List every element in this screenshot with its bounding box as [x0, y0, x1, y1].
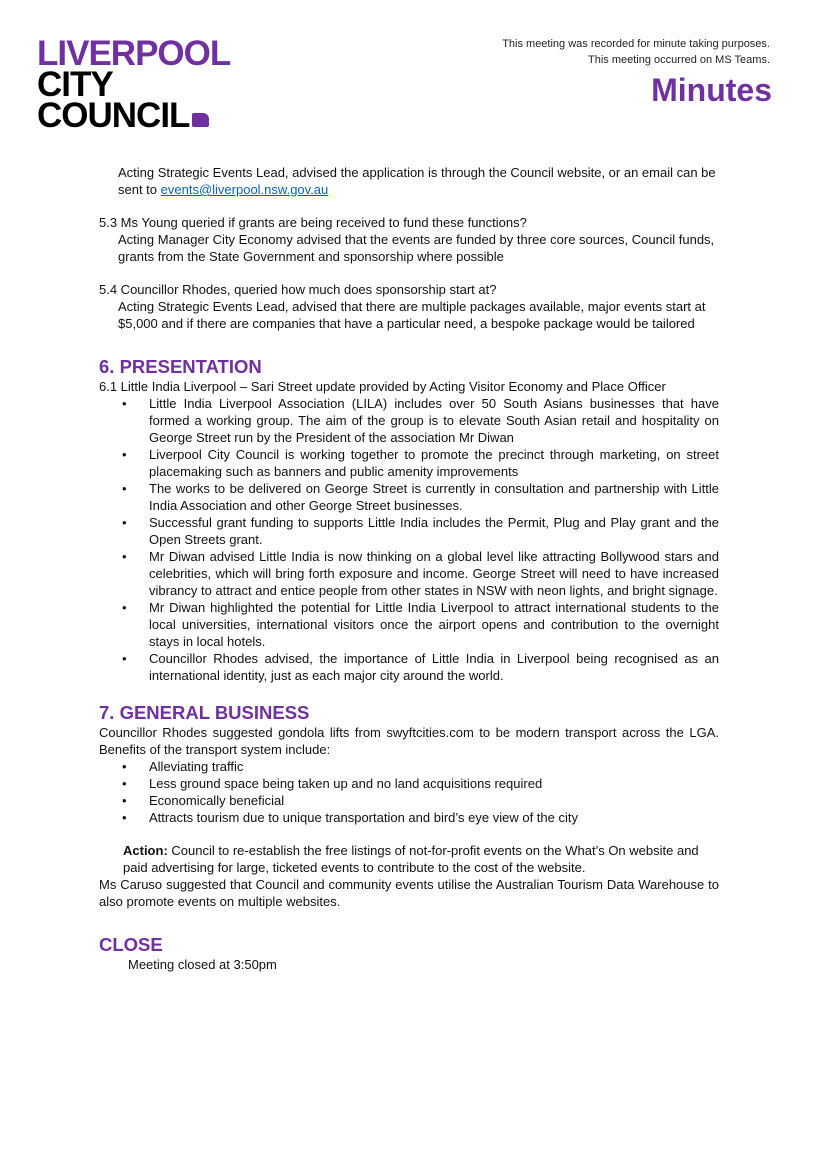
list-item: • Mr Diwan advised Little India is now thinking on a global level like attracting Bollywood stars and celebrities, which will bring forth exposure and income. George Street will need to have increased vibrancy to attract and entice people from other states in NSW with neon lights, and bright signage.: [99, 548, 719, 599]
action-label: Action:: [123, 843, 168, 858]
recording-note-line-1: This meeting was recorded for minute taking purposes.: [502, 38, 770, 50]
minutes-body: [99, 164, 719, 973]
logo-mark-icon: [192, 113, 209, 127]
action-item: [99, 842, 719, 876]
logo-line-3: COUNCIL: [37, 96, 190, 135]
close-text: Meeting closed at 3:50pm: [128, 957, 277, 972]
events-email-link[interactable]: events@liverpool.nsw.gov.au: [160, 182, 329, 197]
list-item: • Attracts tourism due to unique transportation and bird’s eye view of the city: [99, 809, 719, 826]
general-business-heading: 7. GENERAL BUSINESS: [99, 702, 310, 723]
presentation-intro: 6.1 Little India Liverpool – Sari Street update provided by Acting Visitor Economy and Place Officer: [99, 379, 666, 394]
item-5-4-question: 5.4 Councillor Rhodes, queried how much does sponsorship start at?: [99, 282, 497, 297]
council-logo: [37, 34, 231, 135]
document-label: Minutes: [651, 72, 772, 108]
list-item: • Successful grant funding to supports Little India includes the Permit, Plug and Play grant and the Open Streets grant.: [99, 514, 719, 548]
list-item: • Liverpool City Council is working together to promote the precinct through marketing, on street placemaking such as banners and public amenity improvements: [99, 446, 719, 480]
logo-line-2: CITY: [37, 65, 113, 104]
list-item: • Economically beneficial: [99, 792, 719, 809]
item-5-3-question: 5.3 Ms Young queried if grants are being received to fund these functions?: [99, 215, 527, 230]
application-text: Acting Strategic Events Lead, advised the application is through the Council website, or an email can be sent to: [118, 165, 716, 197]
caruso-suggestion: Ms Caruso suggested that Council and community events utilise the Australian Tourism Data Warehouse to also promote events on multiple websites.: [99, 877, 719, 909]
list-item: • Councillor Rhodes advised, the importance of Little India in Liverpool being recognised as an international identity, just as each major city around the world.: [99, 650, 719, 684]
item-5-4-answer: Acting Strategic Events Lead, advised that there are multiple packages available, major events start at $5,000 and if there are companies that have a particular need, a bespoke package would be tailored: [118, 299, 706, 331]
list-item: • Alleviating traffic: [99, 758, 719, 775]
benefits-list: [99, 758, 719, 826]
paragraph-application: [99, 164, 719, 198]
recording-note-line-2: This meeting occurred on MS Teams.: [588, 54, 770, 66]
general-business-intro: Councillor Rhodes suggested gondola lifts from swyftcities.com to be modern transport across the LGA. Benefits of the transport system include:: [99, 725, 719, 757]
presentation-list: [99, 395, 719, 684]
logo-line-1: LIVERPOOL: [37, 34, 231, 73]
list-item: • The works to be delivered on George Street is currently in consultation and partnership with Little India Association and other George Street businesses.: [99, 480, 719, 514]
recording-note: [502, 36, 770, 68]
action-text: Council to re-establish the free listings of not-for-profit events on the What’s On website and paid advertising for large, ticketed events to contribute to the cost of the website.: [123, 843, 699, 875]
item-5-3-answer: Acting Manager City Economy advised that the events are funded by three core sources, Council funds, grants from the State Government and sponsorship where possible: [118, 232, 715, 264]
list-item: • Mr Diwan highlighted the potential for Little India Liverpool to attract international students to the local universities, international visitors once the airport opens and contribution to the overnight stays in local hotels.: [99, 599, 719, 650]
list-item: • Less ground space being taken up and no land acquisitions required: [99, 775, 719, 792]
list-item: • Little India Liverpool Association (LILA) includes over 50 South Asians businesses that have formed a working group. The aim of the group is to elevate South Asian retail and hospitality on George Street run by the President of the association Mr Diwan: [99, 395, 719, 446]
presentation-heading: 6. PRESENTATION: [99, 356, 262, 377]
close-heading: CLOSE: [99, 934, 163, 955]
